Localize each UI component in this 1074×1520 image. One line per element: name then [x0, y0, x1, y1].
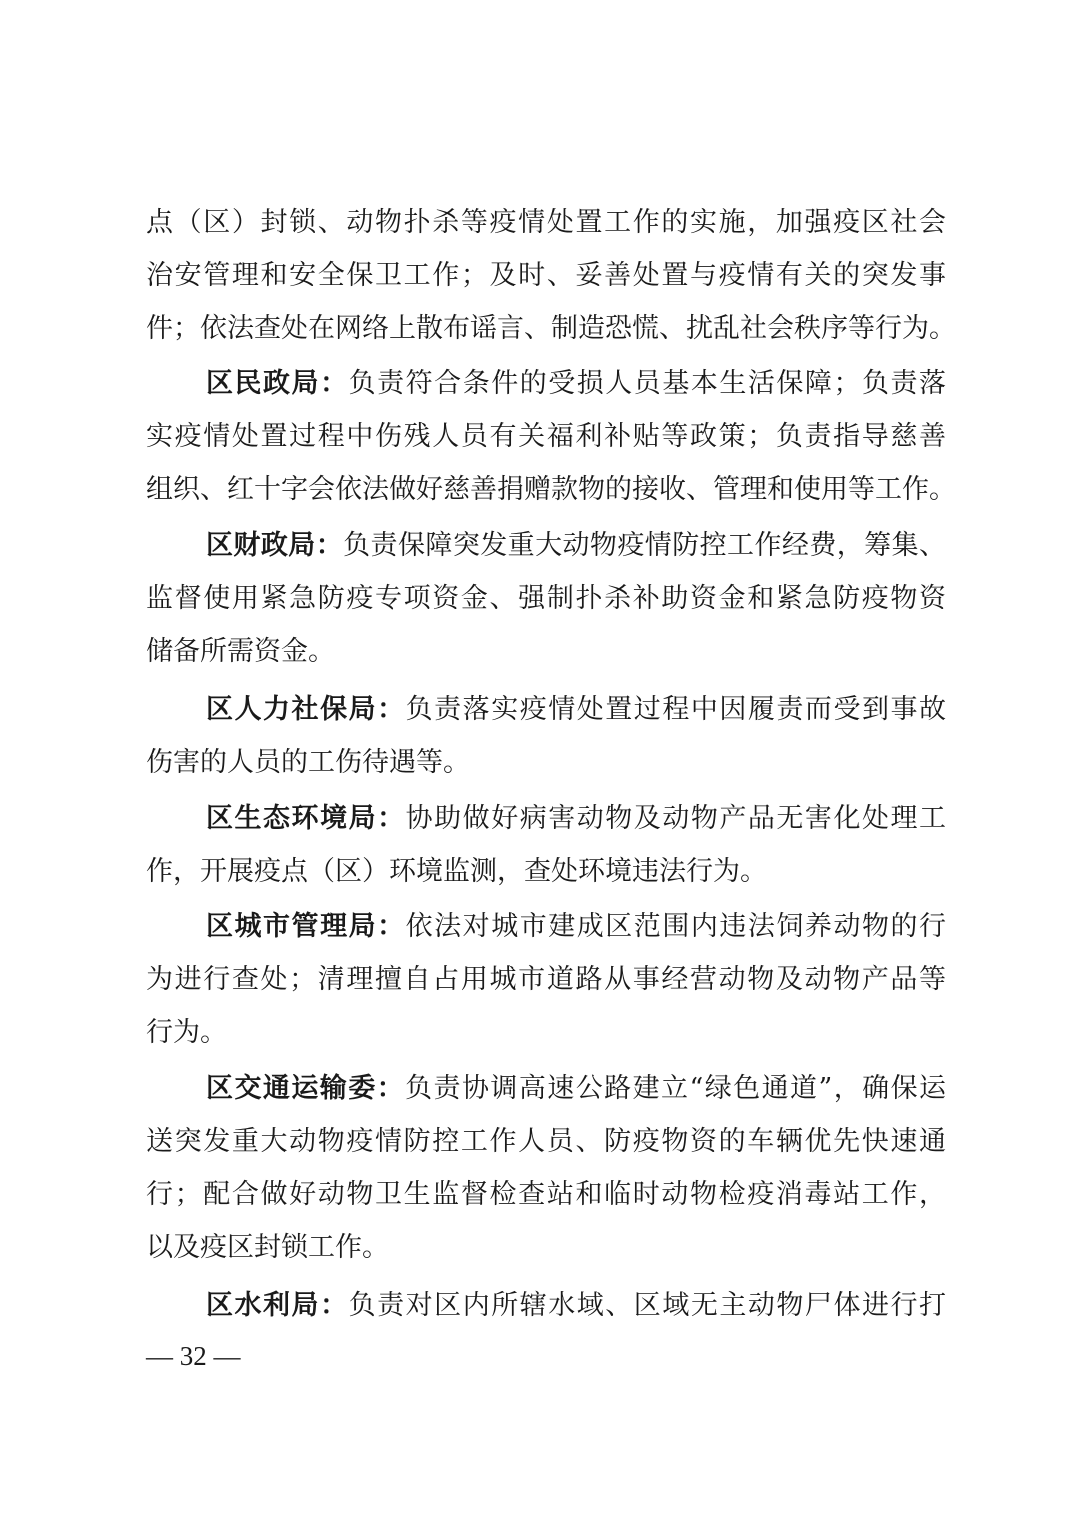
department-name: 区民政局：: [206, 368, 349, 399]
text-line: 以及疫区封锁工作。: [146, 1232, 389, 1263]
text-fragment: 协助做好病害动物及动物产品无害化处理工: [405, 803, 946, 834]
department-name: 区交通运输委：: [206, 1073, 406, 1104]
text-line: [146, 1062, 946, 1115]
text-line: 储备所需资金。: [146, 636, 335, 667]
text-line: 行；配合做好动物卫生监督检查站和临时动物检疫消毒站工作，: [146, 1179, 946, 1210]
text-fragment: 负责对区内所辖水域、区域无主动物尸体进行打: [348, 1290, 947, 1321]
text-line: 点（区）封锁、动物扑杀等疫情处置工作的实施，加强疫区社会: [146, 207, 946, 238]
department-name: 区城市管理局：: [206, 911, 406, 942]
text-fragment: 负责协调高速公路建立“绿色通道”，确保运: [405, 1073, 947, 1104]
paragraph-transport: [146, 1062, 946, 1274]
text-line: [146, 357, 946, 410]
text-line: 伤害的人员的工伤待遇等。: [146, 747, 470, 778]
paragraph-finance: [146, 519, 946, 678]
text-line: [146, 683, 946, 736]
text-line: 为进行查处；清理擅自占用城市道路从事经营动物及动物产品等: [146, 964, 946, 995]
paragraph-water-resources: [146, 1279, 946, 1332]
department-name: 区水利局：: [206, 1290, 349, 1321]
department-name: 区人力社保局：: [206, 694, 406, 725]
text-line: [146, 1279, 946, 1332]
text-fragment: 负责符合条件的受损人员基本生活保障；负责落: [348, 368, 947, 399]
text-line: 行为。: [146, 1017, 227, 1048]
department-name: 区财政局：: [206, 530, 344, 561]
department-name: 区生态环境局：: [206, 803, 406, 834]
text-line: [146, 792, 946, 845]
text-line: 实疫情处置过程中伤残人员有关福利补贴等政策；负责指导慈善: [146, 421, 946, 452]
text-line: 监督使用紧急防疫专项资金、强制扑杀补助资金和紧急防疫物资: [146, 583, 946, 614]
paragraph-ecology-environment: [146, 792, 946, 898]
text-line: 组织、红十字会依法做好慈善捐赠款物的接收、管理和使用等工作。: [146, 474, 956, 505]
text-line: 件；依法查处在网络上散布谣言、制造恐慌、扰乱社会秩序等行为。: [146, 313, 956, 344]
paragraph-human-resources: [146, 683, 946, 789]
paragraph-civil-affairs: [146, 357, 956, 516]
text-line: 送突发重大动物疫情防控工作人员、防疫物资的车辆优先快速通: [146, 1126, 946, 1157]
page-number: — 32 —: [146, 1341, 241, 1371]
text-fragment: 负责保障突发重大动物疫情防控工作经费，筹集、: [343, 530, 947, 561]
text-line: [146, 519, 946, 572]
text-fragment: 负责落实疫情处置过程中因履责而受到事故: [405, 694, 946, 725]
paragraph-police-continuation: [146, 196, 956, 355]
paragraph-urban-management: [146, 900, 946, 1059]
text-fragment: 依法对城市建成区范围内违法饲养动物的行: [405, 911, 946, 942]
text-line: 治安管理和安全保卫工作；及时、妥善处置与疫情有关的突发事: [146, 260, 946, 291]
text-line: 作，开展疫点（区）环境监测，查处环境违法行为。: [146, 856, 767, 887]
text-line: [146, 900, 946, 953]
